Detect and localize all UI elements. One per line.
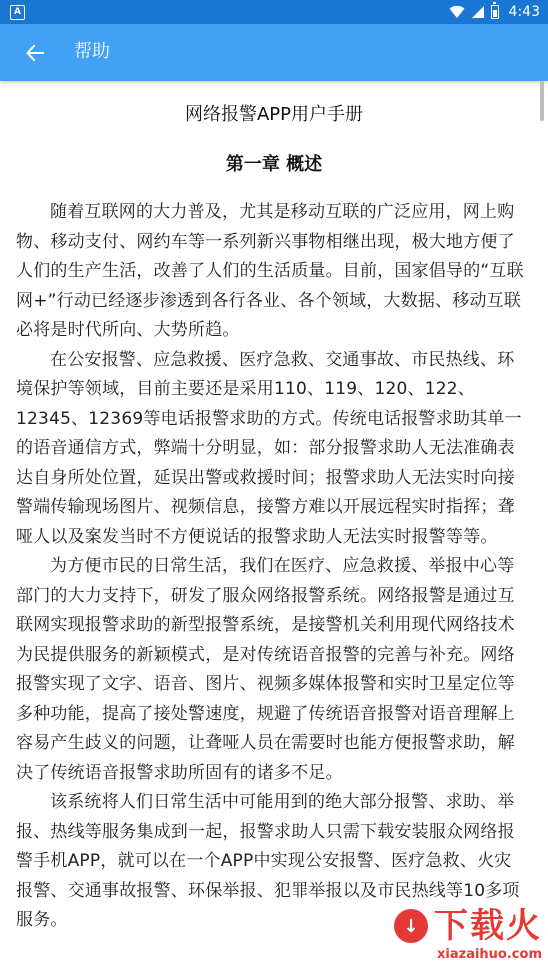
back-button[interactable] [20,38,50,68]
watermark-name: 下载火 [434,906,542,946]
status-icons [449,0,540,24]
battery-icon [491,5,499,19]
watermark [322,907,542,969]
paragraph: 在公安报警、应急救援、医疗急救、交通事故、市民热线、环境保护等领域，目前主要还是采用110、119、120、122、12345、12369等电话报警求助的方式。传统电话报警求助其单一的语音通信方式，弊端十分明显，如：部分报警求助人无法准确表达自身所处位置，延误出警或救援时间；报警求助人无法实时向接警端传输现场图片、视频信息，接警方难以开展远程实时指挥；聋哑人以及案发当时不方便说话的报警求助人无法实时报警等等。 [16,349,522,547]
status-time: 4:43 [508,4,540,20]
help-content[interactable] [0,81,548,975]
paragraph: 随着互联网的大力普及，尤其是移动互联的广泛应用，网上购物、移动支付、网约车等一系列新兴事物相继出现，极大地方便了人们的生产生活，改善了人们的生活质量。目前，国家倡导的“互联网+”行动已经逐步渗透到各行各业、各个领域，大数据、移动互联必将是时代所向、大势所趋。 [16,202,524,340]
paragraph: 该系统将人们日常生活中可能用到的绝大部分报警、求助、举报、热线等服务集成到一起，报警求助人只需下载安装服众网络报警手机APP，就可以在一个APP中实现公安报警、医疗急救、火灾报警、交通事故报警、环保举报、犯罪举报以及市民热线等10多项服务。 [16,792,520,930]
watermark-logo-icon: ↓ [394,909,428,943]
signal-icon [471,5,485,19]
arrow-left-icon [26,44,44,62]
watermark-url: xiazaihuo.com [437,947,542,962]
document-body [16,198,524,936]
app-bar [0,24,548,81]
status-bar [0,0,548,24]
document-title: 网络报警APP用户手册 [184,104,364,125]
wifi-icon [449,5,465,19]
notification-icon: A [10,5,25,20]
paragraph: 为方便市民的日常生活，我们在医疗、应急救援、举报中心等部门的大力支持下，研发了服众网络报警系统。网络报警是通过互联网实现报警求助的新型报警系统，是接警机关利用现代网络技术为民提供服务的新颖模式，是对传统语音报警的完善与补充。网络报警实现了文字、语音、图片、视频多媒体报警和实时卫星定位等多种功能，提高了接处警速度，规避了传统语音报警对语音理解上容易产生歧义的问题，让聋哑人员在需要时也能方便报警求助，解决了传统语音报警求助所固有的诸多不足。 [16,556,515,783]
chapter-heading: 第一章 概述 [225,154,323,175]
page-title: 帮助 [74,41,110,62]
